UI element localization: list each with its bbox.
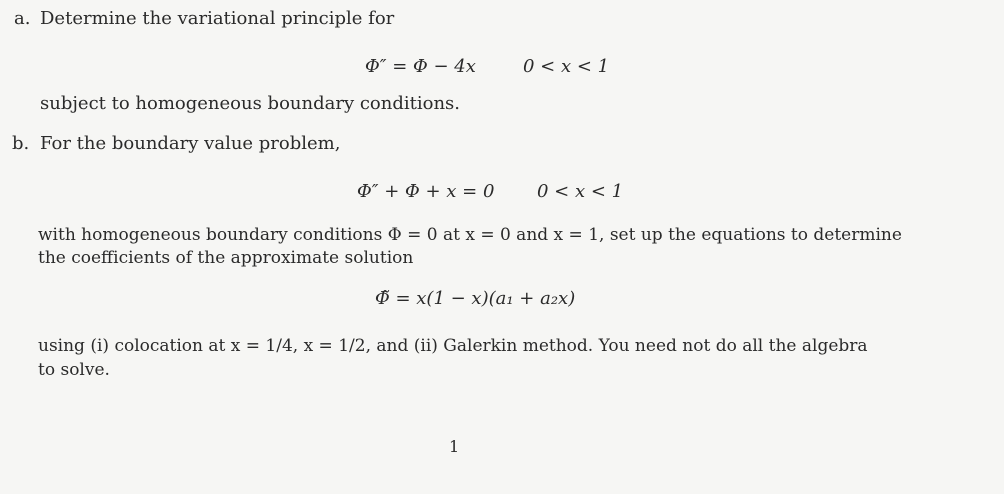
approx-solution-equation: Φ̃ = x(1 − x)(a₁ + a₂x) bbox=[375, 288, 576, 309]
problem-b-intro: For the boundary value problem, bbox=[40, 133, 341, 154]
problem-a-equation: Φ″ = Φ − 4x bbox=[365, 56, 476, 77]
problem-a-intro: Determine the variational principle for bbox=[40, 8, 395, 29]
problem-b-label: b. bbox=[12, 133, 30, 154]
problem-a-domain: 0 < x < 1 bbox=[523, 56, 610, 77]
page-number: 1 bbox=[449, 437, 460, 456]
problem-b-equation: Φ″ + Φ + x = 0 bbox=[357, 181, 495, 202]
problem-b-coefficients-text: the coefficients of the approximate solution bbox=[38, 248, 414, 268]
problem-b-methods-text: using (i) colocation at x = 1/4, x = 1/2, and (ii) Galerkin method. You need not do all the algebra bbox=[38, 336, 868, 356]
problem-b-domain: 0 < x < 1 bbox=[537, 181, 624, 202]
problem-b-methods-end: to solve. bbox=[38, 360, 110, 380]
problem-b-boundary-text: with homogeneous boundary conditions Φ = 0 at x = 0 and x = 1, set up the equations to determine bbox=[38, 225, 902, 245]
problem-a-label: a. bbox=[14, 8, 31, 29]
problem-a-conditions: subject to homogeneous boundary conditions. bbox=[40, 93, 461, 114]
